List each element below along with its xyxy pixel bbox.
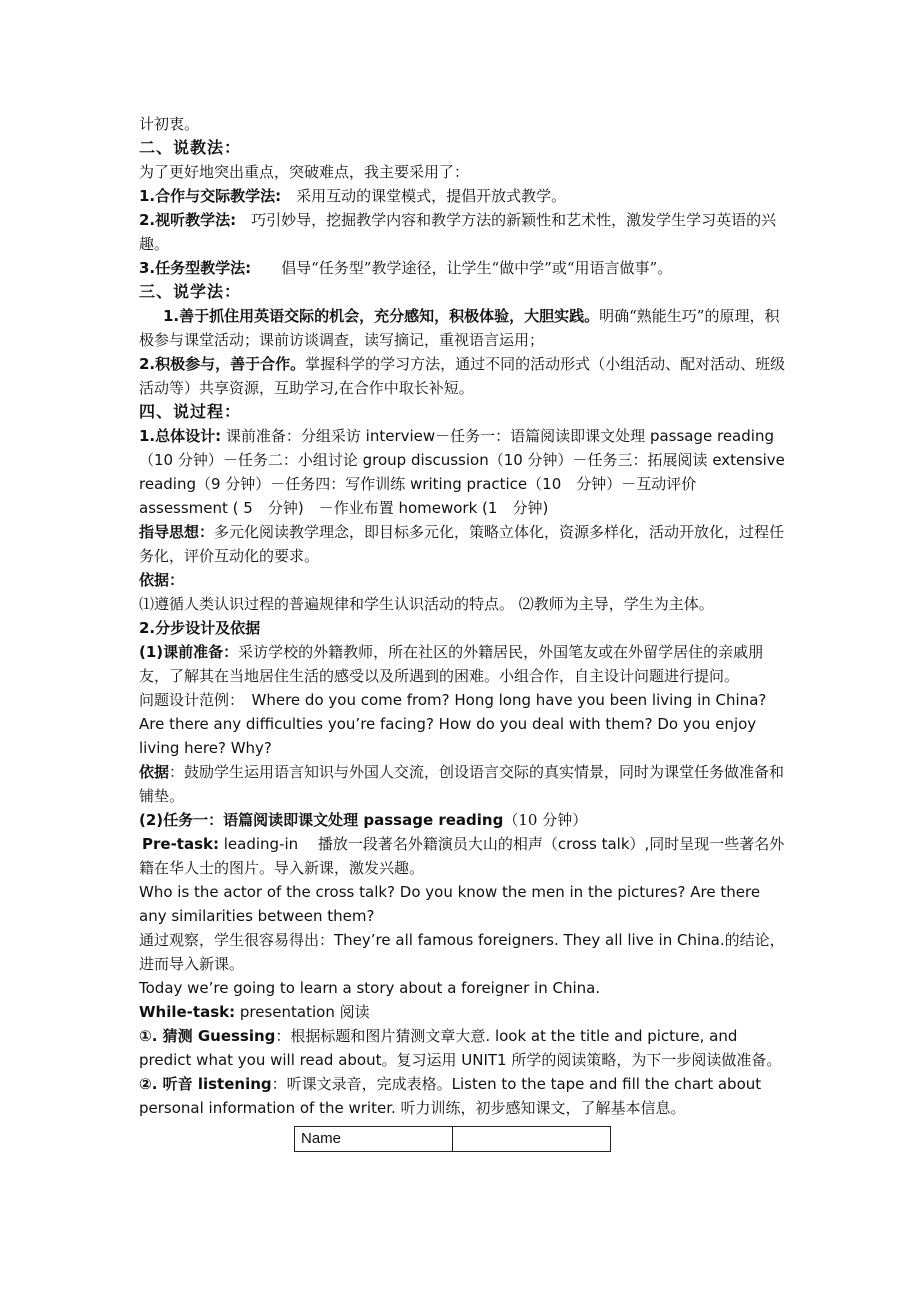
paragraph-basis-2 bbox=[139, 760, 789, 808]
pre-task-text: leading-in 播放一段著名外籍演员大山的相声（cross talk）,同时呈现一些著名外籍在华人士的图片。导入新课，激发兴趣。 bbox=[139, 835, 785, 877]
heading-process: 四、说过程： bbox=[139, 402, 242, 421]
overall-design-text: 课前准备：分组采访 interview－任务一：语篇阅读即课文处理 passage reading（10 分钟）－任务二：小组讨论 group discussion（10 分钟）－任务三：拓展阅读 extensive reading（9 分钟）－任务四：写作训练 writing practice（10 分钟）－互动评价 assessment ( 5 分钟) －作业布置 homework (1 分钟) bbox=[139, 427, 785, 517]
heading-teaching-methods: 二、说教法： bbox=[139, 138, 242, 157]
paragraph-today: Today we’re going to learn a story about a foreigner in China. bbox=[139, 979, 601, 997]
paragraph-method-1 bbox=[139, 184, 789, 208]
basis-2-text: ：鼓励学生运用语言知识与外国人交流，创设语言交际的真实情景，同时为课堂任务做准备和铺垫。 bbox=[139, 763, 785, 805]
basis-heading: 依据： bbox=[139, 571, 185, 589]
method-2-text: 巧引妙导，挖掘教学内容和教学方法的新颖性和艺术性，激发学生学习英语的兴趣。 bbox=[139, 211, 777, 253]
task-1-duration: （10 分钟） bbox=[503, 811, 588, 829]
method-1-title: 1.合作与交际教学法: bbox=[139, 187, 282, 205]
guiding-idea-title: 指导思想： bbox=[139, 523, 215, 541]
table-cell-name-label: Name bbox=[295, 1127, 453, 1152]
paragraph-intro-end: 计初衷。 bbox=[139, 115, 200, 133]
learning-1-title: 1.善于抓住用英语交际的机会，充分感知，积极体验，大胆实践。 bbox=[163, 307, 600, 325]
paragraph-guessing bbox=[139, 1024, 789, 1072]
paragraph-question-actor: Who is the actor of the cross talk? Do you know the men in the pictures? Are there any similarities between them? bbox=[139, 883, 761, 925]
paragraph-while-task bbox=[139, 1000, 789, 1024]
learning-2-title: 2.积极参与，善于合作。 bbox=[139, 355, 306, 373]
table-cell-name-value[interactable] bbox=[453, 1127, 611, 1152]
heading-learning-methods: 三、说学法： bbox=[139, 282, 242, 301]
paragraph-task-1 bbox=[139, 808, 789, 832]
paragraph-observation: 通过观察，学生很容易得出：They’re all famous foreigners. They all live in China.的结论，进而导入新课。 bbox=[139, 931, 785, 973]
paragraph-methods-intro: 为了更好地突出重点，突破难点，我主要采用了： bbox=[139, 163, 470, 181]
method-3-title: 3.任务型教学法: bbox=[139, 259, 252, 277]
paragraph-learning-2 bbox=[139, 352, 789, 400]
paragraph-overall-design bbox=[139, 424, 789, 520]
document-page bbox=[139, 112, 789, 1152]
paragraph-listening bbox=[139, 1072, 789, 1120]
paragraph-pre-task bbox=[139, 832, 789, 880]
learning-1-text: 明确“熟能生巧”的原理，积极参与课堂活动；课前访谈调查，读写摘记，重视语言运用； bbox=[139, 307, 780, 349]
paragraph-basis-text: ⑴遵循人类认识过程的普遍规律和学生认识活动的特点。 ⑵教师为主导，学生为主体。 bbox=[139, 595, 714, 613]
pre-task-title: Pre-task: bbox=[142, 835, 219, 853]
preparation-text: 采访学校的外籍教师，所在社区的外籍居民，外国笔友或在外留学居住的亲戚朋友，了解其在当地居住生活的感受以及所遇到的困难。小组合作，自主设计问题进行提问。 bbox=[139, 643, 764, 685]
method-1-text: 采用互动的课堂模式，提倡开放式教学。 bbox=[281, 187, 567, 205]
listening-title: ②. 听音 listening bbox=[139, 1075, 272, 1093]
basis-2-title: 依据 bbox=[139, 763, 170, 781]
info-table bbox=[294, 1126, 611, 1152]
question-example-text: Where do you come from? Hong long have you been living in China? Are there any difficulties you’re facing? How do you deal with them? Do you enjoy living here? Why? bbox=[139, 691, 767, 757]
paragraph-preparation bbox=[139, 640, 789, 688]
listening-text: ：听课文录音，完成表格。Listen to the tape and fill the chart about personal information of the writer. 听力训练，初步感知课文，了解基本信息。 bbox=[139, 1075, 762, 1117]
paragraph-guiding-idea bbox=[139, 520, 789, 568]
method-2-title: 2.视听教学法: bbox=[139, 211, 237, 229]
method-3-text: 倡导“任务型”教学途径，让学生“做中学”或“用语言做事”。 bbox=[251, 259, 673, 277]
task-1-title: (2)任务一：语篇阅读即课文处理 passage reading bbox=[139, 811, 504, 829]
guessing-text: ：根据标题和图片猜测文章大意. look at the title and picture, and predict what you will read about。复习运用 UNIT1 所学的阅读策略，为下一步阅读做准备。 bbox=[139, 1027, 782, 1069]
learning-2-text: 掌握科学的学习方法，通过不同的活动形式（小组活动、配对活动、班级活动等）共享资源，互助学习,在合作中取长补短。 bbox=[139, 355, 786, 397]
paragraph-method-3 bbox=[139, 256, 789, 280]
paragraph-method-2 bbox=[139, 208, 789, 256]
question-example-label: 问题设计范例： bbox=[139, 691, 237, 709]
overall-design-title: 1.总体设计: bbox=[139, 427, 222, 445]
step-design-heading: 2.分步设计及依据 bbox=[139, 619, 261, 637]
table-row bbox=[295, 1127, 611, 1152]
paragraph-learning-1 bbox=[139, 304, 789, 352]
guiding-idea-text: 多元化阅读教学理念，即目标多元化，策略立体化，资源多样化，活动开放化，过程任务化，评价互动化的要求。 bbox=[139, 523, 785, 565]
paragraph-question-example bbox=[139, 688, 789, 760]
while-task-title: While-task: bbox=[139, 1003, 236, 1021]
guessing-title: ①. 猜测 Guessing bbox=[139, 1027, 276, 1045]
while-task-text: presentation 阅读 bbox=[235, 1003, 370, 1021]
preparation-title: (1)课前准备： bbox=[139, 643, 239, 661]
